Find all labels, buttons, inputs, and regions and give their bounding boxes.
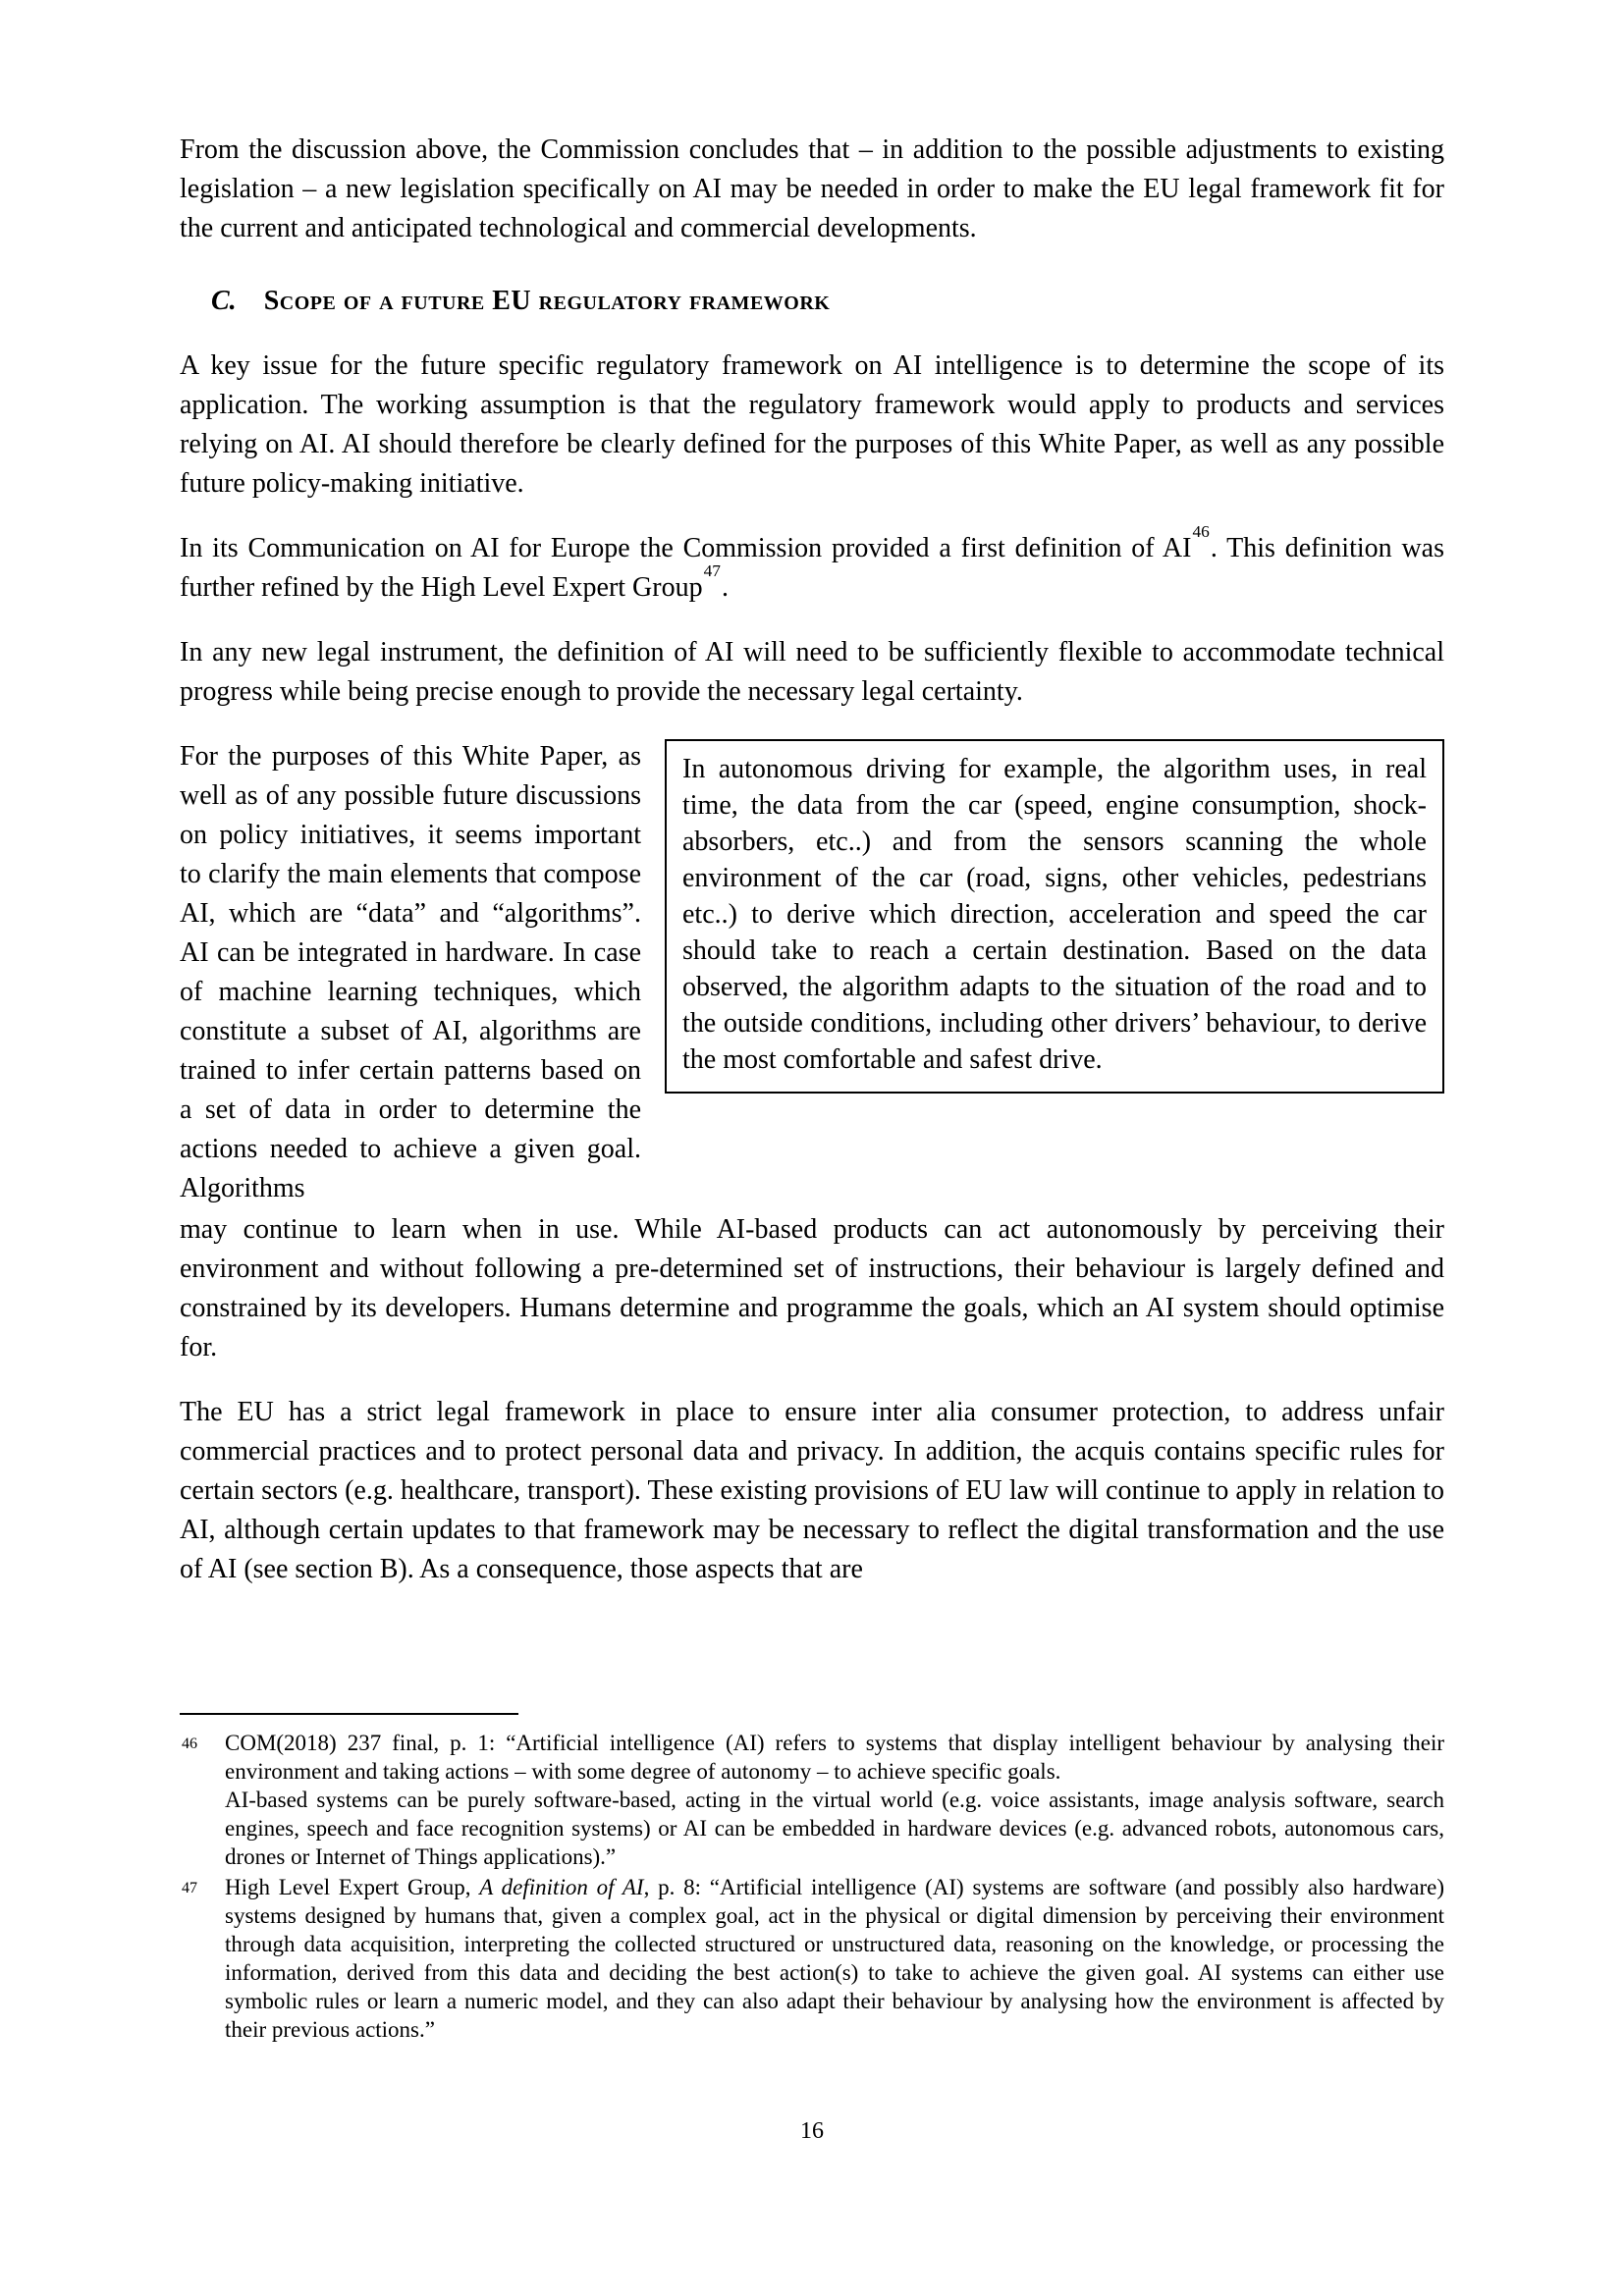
footnote-46 bbox=[180, 1729, 1444, 1871]
footnote-ref-47: 47 bbox=[703, 561, 721, 581]
footnote-47 bbox=[180, 1873, 1444, 2044]
text-run: . bbox=[721, 572, 729, 603]
footnote-paragraph: AI-based systems can be purely software-based, acting in the virtual world (e.g. voice assistants, image analysis software, search engines, speech and face recognition systems) or AI can be embedded in hardware devices (e.g. advanced robots, autonomous cars, drones or Internet of Things applications).” bbox=[225, 1788, 1444, 1869]
footnote-separator bbox=[180, 1713, 518, 1715]
footnote-body bbox=[225, 1873, 1444, 2044]
example-box-text: In autonomous driving for example, the algorithm uses, in real time, the data from the car (speed, engine consumption, shock-absorbers, etc..) and from the sensors scanning the whole environment of the car (road, signs, other vehicles, pedestrians etc..) to derive which direction, acceleration and speed the car should take to reach a certain destination. Based on the data observed, the algorithm adapts to the situation of the road and to the outside conditions, including other drivers’ behaviour, to derive the most comfortable and safest drive. bbox=[682, 754, 1427, 1075]
text-run: High Level Expert Group, bbox=[225, 1875, 480, 1899]
paragraph-conclusion: From the discussion above, the Commission concludes that – in addition to the possible adjustments to existing legislation – a new legislation specifically on AI may be needed in order to make the EU legal framework fit for the current and anticipated technological and commercial developments. bbox=[180, 134, 1444, 243]
example-box bbox=[665, 739, 1444, 1094]
text-run: . This definition was further refined by the High Level Expert Group bbox=[180, 533, 1445, 603]
footnote-number: 46 bbox=[182, 1735, 197, 1752]
paragraph-ai-elements-continued: may continue to learn when in use. While AI-based products can act autonomously by perceiving their environment and without following a pre-determined set of instructions, their behaviour is largely defined and constrained by its developers. Humans determine and programme the goals, which an AI system should optimise for. bbox=[180, 1214, 1444, 1362]
section-title: Scope of a future EU regulatory framework bbox=[263, 286, 831, 316]
footnote-ref-46: 46 bbox=[1192, 522, 1210, 542]
paragraph-eu-legal-framework: The EU has a strict legal framework in place to ensure inter alia consumer protection, to address unfair commercial practices and to protect personal data and privacy. In addition, the acquis contains specific rules for certain sectors (e.g. healthcare, transport). These existing provisions of EU law will continue to apply in relation to AI, although certain updates to that framework may be necessary to reflect the digital transformation and the use of AI (see section B). As a consequence, those aspects that are bbox=[180, 1397, 1444, 1584]
text-run: , p. 8: “Artificial intelligence (AI) systems are software (and possibly also hardware) systems designed by humans that, given a complex goal, act in the physical or digital dimension by perceiving their environment through data acquisition, interpreting the collected structured or unstructured data, reasoning on the knowledge, or processing the information, derived from this data and deciding the best action(s) to take to achieve the given goal. AI systems can either use symbolic rules or learn a numeric model, and they can also adapt their behaviour by analysing how the environment is affected by their previous actions.” bbox=[225, 1875, 1444, 2042]
footnote-paragraph bbox=[225, 1873, 1444, 2044]
paragraph-legal-instrument: In any new legal instrument, the definition of AI will need to be sufficiently flexible to accommodate technical progress while being precise enough to provide the necessary legal certainty. bbox=[180, 637, 1444, 707]
footnote-number: 47 bbox=[182, 1880, 197, 1896]
footnote-body bbox=[225, 1729, 1444, 1871]
text-run: In its Communication on AI for Europe the Commission provided a first definition of AI bbox=[180, 533, 1192, 563]
paragraph-scope: A key issue for the future specific regulatory framework on AI intelligence is to determine the scope of its application. The working assumption is that the regulatory framework would apply to products and services relying on AI. AI should therefore be clearly defined for the purposes of this White Paper, as well as any possible future policy-making initiative. bbox=[180, 350, 1444, 499]
text-with-sidebox bbox=[180, 737, 1444, 1208]
section-letter: C. bbox=[211, 286, 237, 316]
paragraph-communication bbox=[180, 522, 1445, 608]
paragraph-ai-elements: For the purposes of this White Paper, as well as of any possible future discussions on policy initiatives, it seems important to clarify the main elements that compose AI, which are “data” and “algorithms”. AI can be integrated in hardware. In case of machine learning techniques, which constitute a subset of AI, algorithms are trained to infer certain patterns based on a set of data in order to determine the actions needed to achieve a given goal. Algorithms bbox=[180, 741, 641, 1203]
page-number: 16 bbox=[800, 2118, 824, 2144]
cited-title: A definition of AI bbox=[479, 1875, 644, 1899]
footnotes-section bbox=[180, 1713, 1444, 2044]
section-heading bbox=[180, 282, 1444, 321]
footnote-paragraph: COM(2018) 237 final, p. 1: “Artificial intelligence (AI) refers to systems that display intelligent behaviour by analysing their environment and taking actions – with some degree of autonomy – to achieve specific goals. bbox=[225, 1731, 1444, 1784]
page-content bbox=[180, 131, 1444, 1589]
